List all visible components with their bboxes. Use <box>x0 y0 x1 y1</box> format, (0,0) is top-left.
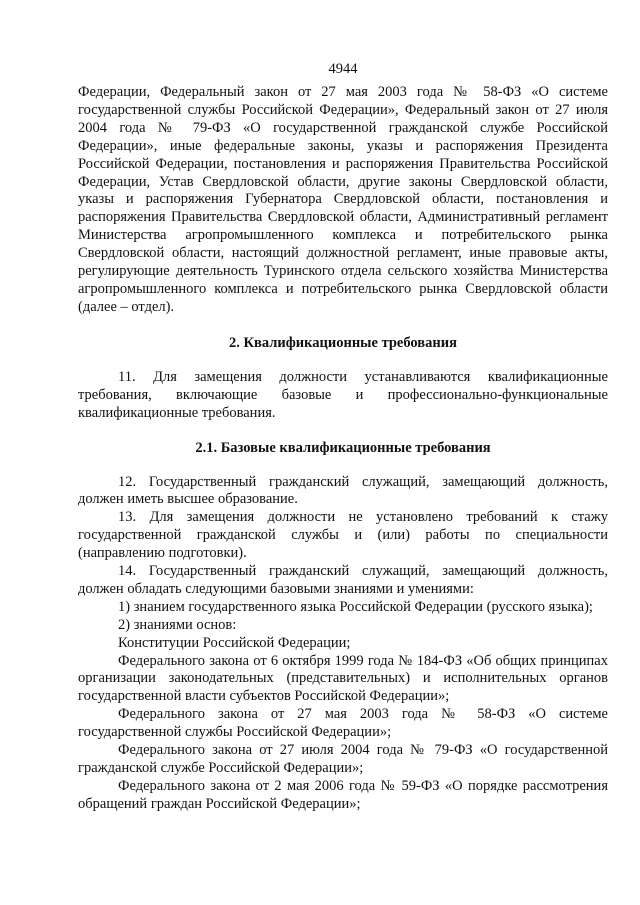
basics-item: Федерального закона от 6 октября 1999 года № 184-ФЗ «Об общих принципах организации законодательных (представительных) и исполнительных органов государственной власти субъектов Российской Федерации»; <box>78 652 608 705</box>
intro-paragraph: Федерации, Федеральный закон от 27 мая 2003 года № 58-ФЗ «О системе государственной службы Российской Федерации», Федеральный закон от 27 июля 2004 года № 79-ФЗ «О государственной гражданской службе Российской Федерации», иные федеральные законы, указы и распоряжения Президента Российской Федерации, постановления и распоряжения Правительства Российской Федерации, Устав Свердловской области, другие законы Свердловской области, указы и распоряжения Губернатора Свердловской области, постановления и распоряжения Правительства Свердловской области, Административный регламент Министерства агропромышленного комплекса и потребительского рынка Свердловской области, настоящий должностной регламент, иные правовые акты, регулирующие деятельность Туринского отдела сельского хозяйства Министерства агропромышленного комплекса и потребительского рынка Свердловской области (далее – отдел). <box>78 84 608 315</box>
item-14-2: 2) знаниями основ: <box>118 616 237 633</box>
item-14-1: 1) знанием государственного языка Российской Федерации (русского языка); <box>118 598 593 615</box>
item-11: 11. Для замещения должности устанавливаются квалификационные требования, включающие базовые и профессионально-функциональные квалификационные требования. <box>78 368 608 421</box>
item-12: 12. Государственный гражданский служащий, замещающий должность, должен иметь высшее образование. <box>78 473 608 508</box>
basics-item: Конституции Российской Федерации; <box>118 634 351 651</box>
basics-item: Федерального закона от 27 мая 2003 года № 58-ФЗ «О системе государственной службы Российской Федерации»; <box>78 706 608 741</box>
section-2-1-heading: 2.1. Базовые квалификационные требования <box>195 439 491 456</box>
page-number: 4944 <box>328 61 358 77</box>
item-13: 13. Для замещения должности не установлено требований к стажу государственной гражданской службы и (или) работы по специальности (направлению подготовки). <box>78 509 608 562</box>
item-14: 14. Государственный гражданский служащий, замещающий должность, должен обладать следующими базовыми знаниями и умениями: <box>78 563 608 597</box>
section-2-heading: 2. Квалификационные требования <box>229 334 457 351</box>
basics-item: Федерального закона от 2 мая 2006 года № 59-ФЗ «О порядке рассмотрения обращений граждан Российской Федерации»; <box>78 777 608 812</box>
basics-item: Федерального закона от 27 июля 2004 года № 79-ФЗ «О государственной гражданской службе Российской Федерации»; <box>78 742 608 776</box>
